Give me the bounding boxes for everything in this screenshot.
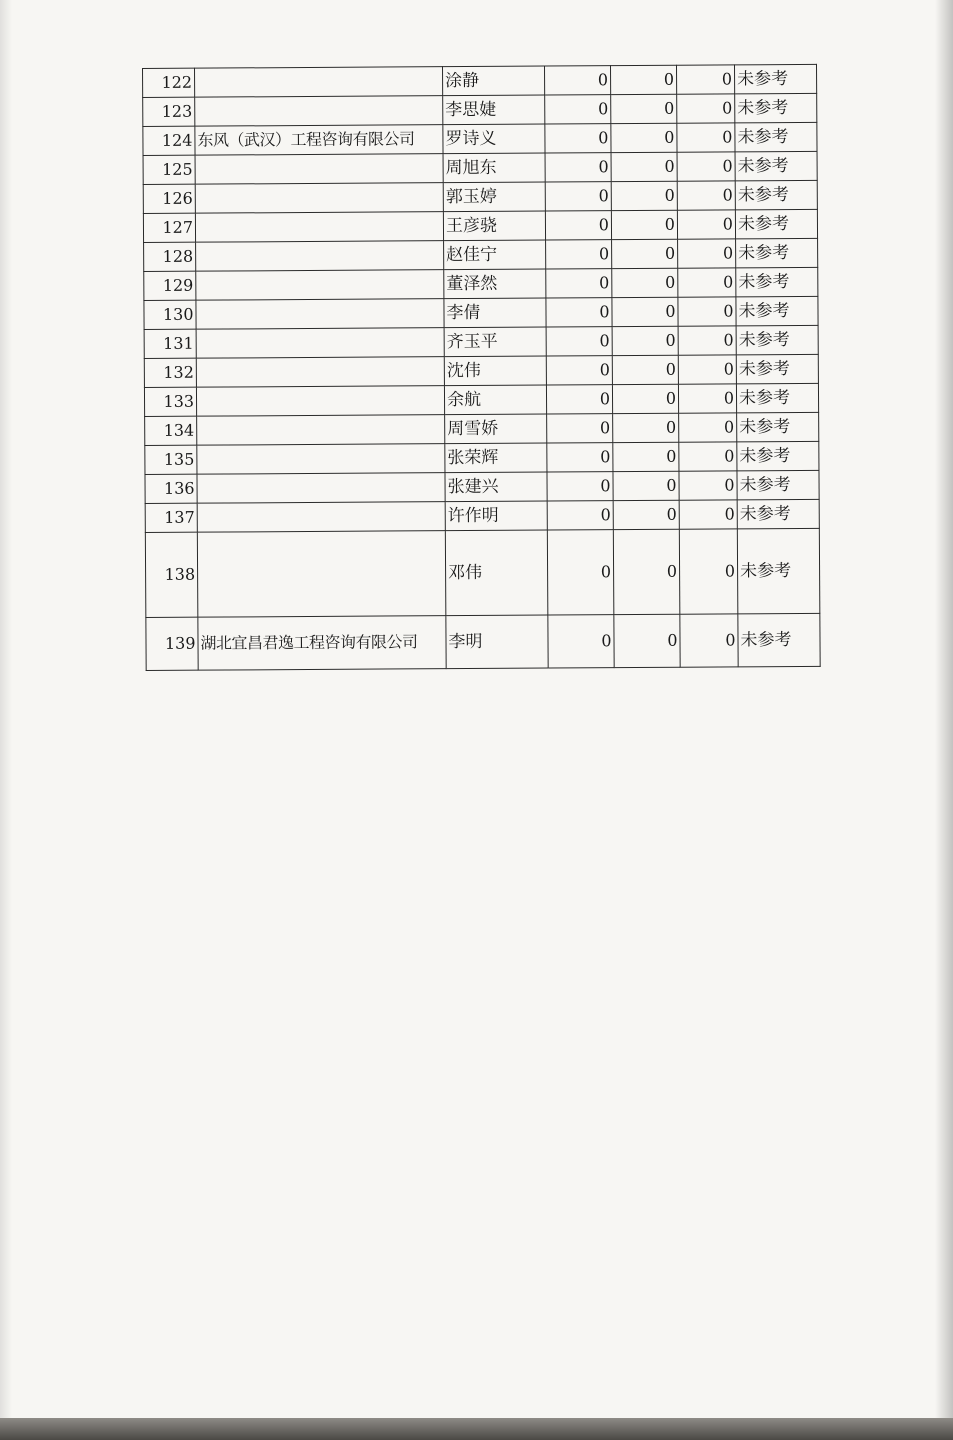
table-row <box>144 296 818 329</box>
table-row <box>145 470 819 503</box>
unit-name <box>197 444 445 475</box>
row-number: 135 <box>145 445 197 474</box>
unit-name <box>196 328 444 359</box>
table-row <box>143 151 817 184</box>
score-b: 0 <box>612 297 678 326</box>
row-number: 139 <box>146 617 198 670</box>
score-a: 0 <box>547 443 613 472</box>
score-c: 0 <box>679 442 737 471</box>
table-row <box>144 238 818 271</box>
table-row <box>144 354 818 387</box>
unit-name <box>196 357 444 388</box>
score-a: 0 <box>545 153 611 182</box>
score-a: 0 <box>544 66 610 95</box>
unit-name <box>197 502 445 533</box>
status-text: 未参考 <box>735 180 817 210</box>
unit-name <box>196 270 444 301</box>
person-name: 罗诗义 <box>443 124 545 154</box>
row-number: 122 <box>143 68 195 97</box>
status-text: 未参考 <box>735 209 817 239</box>
unit-name <box>195 154 443 185</box>
score-b: 0 <box>612 384 678 413</box>
table-row <box>143 209 817 242</box>
score-c: 0 <box>678 384 736 413</box>
score-c: 0 <box>678 297 736 326</box>
score-a: 0 <box>548 615 614 668</box>
score-c: 0 <box>678 326 736 355</box>
score-b: 0 <box>612 239 678 268</box>
score-a: 0 <box>545 124 611 153</box>
status-text: 未参考 <box>734 64 816 94</box>
score-a: 0 <box>545 182 611 211</box>
status-text: 未参考 <box>736 325 818 355</box>
table-row <box>143 93 817 126</box>
unit-name <box>195 67 443 98</box>
row-number: 138 <box>145 532 198 617</box>
score-a: 0 <box>547 472 613 501</box>
score-b: 0 <box>611 152 677 181</box>
table-row <box>144 267 818 300</box>
score-c: 0 <box>677 210 735 239</box>
row-number: 124 <box>143 126 195 155</box>
score-c: 0 <box>677 123 735 152</box>
table-row <box>143 180 817 213</box>
score-b: 0 <box>612 326 678 355</box>
score-a: 0 <box>547 501 613 530</box>
person-name: 李明 <box>446 615 548 669</box>
status-text: 未参考 <box>737 441 819 471</box>
score-c: 0 <box>679 529 738 614</box>
person-name: 董泽然 <box>444 269 546 299</box>
person-name: 赵佳宁 <box>444 240 546 270</box>
person-name: 涂静 <box>442 66 544 96</box>
unit-name <box>196 386 444 417</box>
score-b: 0 <box>611 123 677 152</box>
unit-name: 东风（武汉）工程咨询有限公司 <box>195 125 443 156</box>
person-name: 齐玉平 <box>444 327 546 357</box>
score-a: 0 <box>547 530 614 615</box>
score-c: 0 <box>676 65 734 94</box>
score-a: 0 <box>546 240 612 269</box>
score-c: 0 <box>677 152 735 181</box>
score-b: 0 <box>611 210 677 239</box>
unit-name <box>195 183 443 214</box>
score-a: 0 <box>545 211 611 240</box>
person-name: 王彦骁 <box>443 211 545 241</box>
row-number: 136 <box>145 474 197 503</box>
person-name: 李思婕 <box>443 95 545 125</box>
unit-name <box>197 531 446 618</box>
score-a: 0 <box>546 269 612 298</box>
score-b: 0 <box>611 94 677 123</box>
score-a: 0 <box>546 298 612 327</box>
person-name: 周雪娇 <box>445 414 547 444</box>
scan-bottom-edge <box>0 1418 953 1440</box>
score-b: 0 <box>612 268 678 297</box>
row-number: 134 <box>145 416 197 445</box>
row-number: 125 <box>143 155 195 184</box>
status-text: 未参考 <box>737 528 820 613</box>
score-b: 0 <box>613 471 679 500</box>
person-name: 李倩 <box>444 298 546 328</box>
row-number: 127 <box>143 213 195 242</box>
score-a: 0 <box>547 414 613 443</box>
person-name: 余航 <box>444 385 546 415</box>
table-row <box>145 412 819 445</box>
status-text: 未参考 <box>737 412 819 442</box>
row-number: 137 <box>145 503 197 532</box>
unit-name: 湖北宜昌君逸工程咨询有限公司 <box>198 616 446 671</box>
row-number: 126 <box>143 184 195 213</box>
score-b: 0 <box>613 413 679 442</box>
person-name: 张建兴 <box>445 472 547 502</box>
status-text: 未参考 <box>735 151 817 181</box>
score-c: 0 <box>678 239 736 268</box>
row-number: 131 <box>144 329 196 358</box>
status-text: 未参考 <box>736 354 818 384</box>
score-b: 0 <box>612 355 678 384</box>
person-name: 许作明 <box>445 501 547 531</box>
score-b: 0 <box>613 529 680 614</box>
table-row <box>145 499 819 532</box>
person-name: 邓伟 <box>445 530 548 616</box>
table-row <box>145 528 820 617</box>
page-edge-shadow-right <box>935 0 953 1440</box>
unit-name <box>196 299 444 330</box>
score-c: 0 <box>679 471 737 500</box>
table-row <box>144 383 818 416</box>
page-edge-shadow-left <box>0 0 12 1440</box>
status-text: 未参考 <box>736 238 818 268</box>
row-number: 133 <box>144 387 196 416</box>
status-text: 未参考 <box>736 383 818 413</box>
status-text: 未参考 <box>736 267 818 297</box>
status-text: 未参考 <box>737 470 819 500</box>
score-b: 0 <box>613 500 679 529</box>
row-number: 128 <box>144 242 196 271</box>
person-name: 张荣辉 <box>445 443 547 473</box>
roster-table-body <box>143 64 821 670</box>
table-row <box>146 613 820 670</box>
row-number: 130 <box>144 300 196 329</box>
row-number: 123 <box>143 97 195 126</box>
person-name: 郭玉婷 <box>443 182 545 212</box>
unit-name <box>197 473 445 504</box>
score-a: 0 <box>546 327 612 356</box>
row-number: 129 <box>144 271 196 300</box>
score-c: 0 <box>679 500 737 529</box>
score-c: 0 <box>678 355 736 384</box>
score-b: 0 <box>610 65 676 94</box>
unit-name <box>196 241 444 272</box>
score-a: 0 <box>545 95 611 124</box>
table-row <box>143 64 817 97</box>
score-c: 0 <box>677 94 735 123</box>
score-c: 0 <box>677 181 735 210</box>
status-text: 未参考 <box>737 499 819 529</box>
score-b: 0 <box>611 181 677 210</box>
score-b: 0 <box>614 614 680 667</box>
score-c: 0 <box>680 614 738 667</box>
score-b: 0 <box>613 442 679 471</box>
table-row <box>143 122 817 155</box>
row-number: 132 <box>144 358 196 387</box>
score-a: 0 <box>546 385 612 414</box>
unit-name <box>197 415 445 446</box>
roster-table <box>142 64 821 671</box>
unit-name <box>195 212 443 243</box>
status-text: 未参考 <box>735 93 817 123</box>
table-row <box>144 325 818 358</box>
person-name: 周旭东 <box>443 153 545 183</box>
score-a: 0 <box>546 356 612 385</box>
score-c: 0 <box>679 413 737 442</box>
score-c: 0 <box>678 268 736 297</box>
unit-name <box>195 96 443 127</box>
status-text: 未参考 <box>738 613 820 666</box>
person-name: 沈伟 <box>444 356 546 386</box>
table-row <box>145 441 819 474</box>
status-text: 未参考 <box>736 296 818 326</box>
status-text: 未参考 <box>735 122 817 152</box>
